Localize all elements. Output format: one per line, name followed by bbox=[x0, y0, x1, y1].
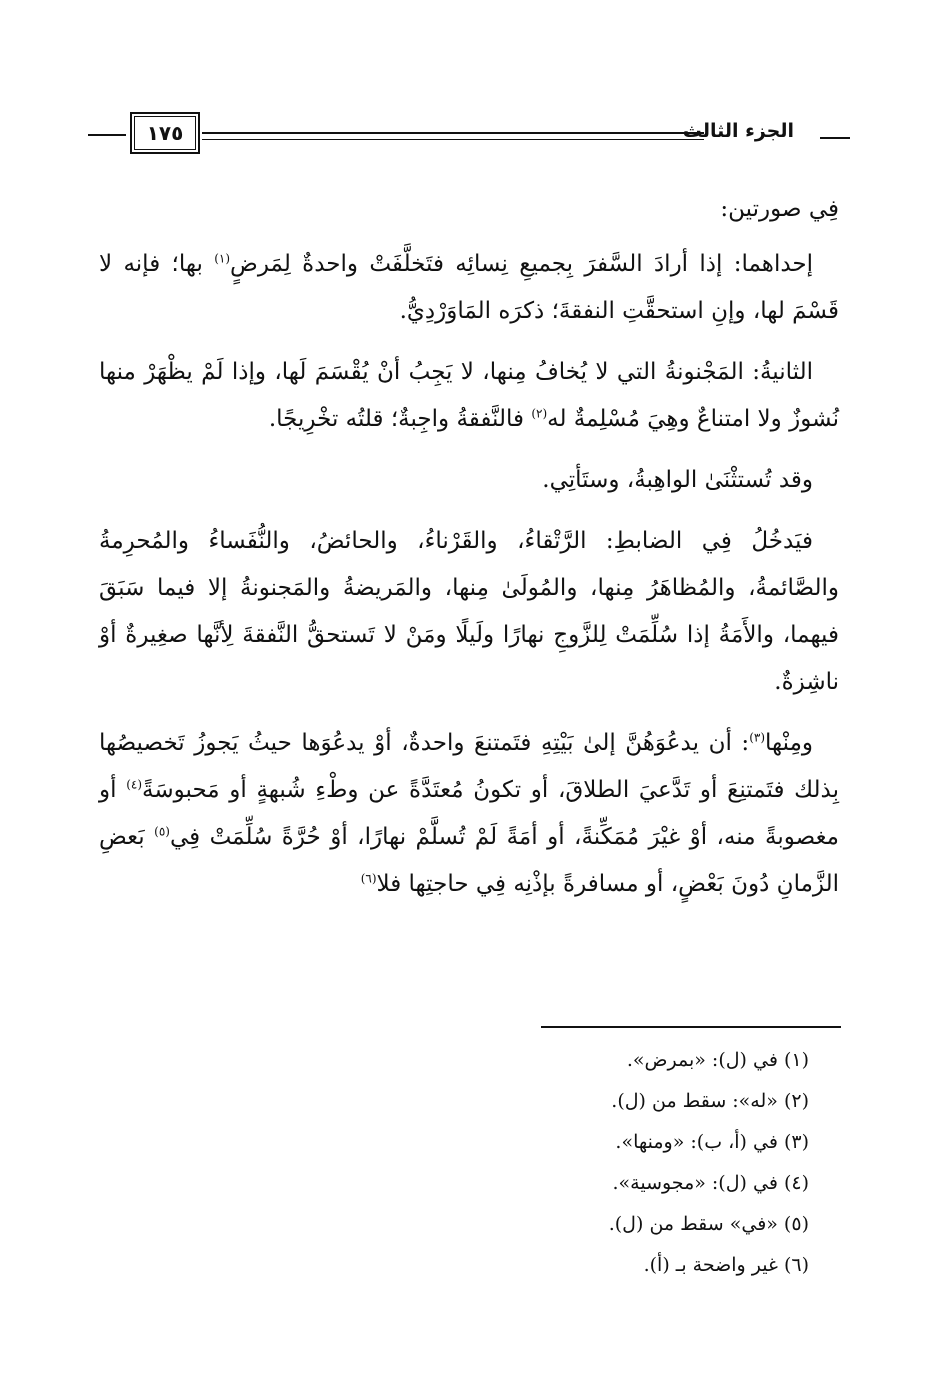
paragraph-text: بَعضِ الزَّمانِ دُونَ بَعْضٍ، أو مسافرةً بإذْنِه فِي حاجتِها فلا bbox=[99, 824, 839, 897]
page-number-frame bbox=[130, 112, 200, 154]
running-title: الجزء الثالث bbox=[682, 120, 794, 142]
paragraph-text: فالنَّفقةُ واجِبةٌ؛ قلتُه تخْرِيجًا. bbox=[268, 406, 525, 432]
paragraph-text: ومِنْها bbox=[765, 730, 813, 756]
paragraph bbox=[99, 186, 839, 233]
paragraph bbox=[99, 720, 839, 908]
footnote-ref[interactable]: (١) bbox=[214, 251, 231, 266]
paragraph-text: إحداهما: إذا أرادَ السَّفرَ بِجميعِ نِسائِه فتَخلَّفَتْ واحدةٌ لِمَرضٍ bbox=[230, 251, 814, 277]
footnote: (١) في (ل): «بمرض». bbox=[626, 1049, 809, 1071]
footnote: (٢) «له»: سقط من (ل). bbox=[611, 1090, 809, 1112]
paragraph bbox=[99, 241, 839, 335]
paragraph bbox=[99, 518, 839, 706]
paragraph bbox=[99, 457, 839, 504]
footnote-ref[interactable]: (٤) bbox=[126, 777, 143, 792]
header-rule bbox=[202, 132, 704, 134]
footnote-ref[interactable]: (٣) bbox=[749, 730, 766, 745]
page-number: ١٧٥ bbox=[134, 116, 196, 150]
main-text bbox=[99, 186, 839, 922]
footnote-separator bbox=[541, 1026, 841, 1028]
footnote: (٦) غير واضحة بـ (أ). bbox=[643, 1254, 809, 1276]
footnote-ref[interactable]: (٥) bbox=[154, 824, 170, 839]
header-dash-right bbox=[820, 137, 850, 139]
paragraph-text: فيَدخُلُ فِي الضابطِ: الرَّتْقاءُ، والقَرْناءُ، والحائضُ، والنُّفَساءُ والمُحرِمةُ والصَّائمةُ، والمُظاهَرُ مِنها، والمُولَىٰ مِنها، والمَريضةُ والمَجنونةُ إلا فيما سَبَقَ فيهما، والأَمَةُ إذا سُلِّمَتْ لِلزَّوجِ نهارًا ولَيلًا ومَنْ لا تَستحقُّ النَّفقةَ لِأنَّها صغِيرةٌ أوْ ناشِزةٌ. bbox=[99, 528, 839, 695]
footnote: (٣) في (أ، ب): «ومنها». bbox=[615, 1131, 809, 1153]
header-dash-left bbox=[88, 134, 126, 136]
footnotes bbox=[109, 1040, 809, 1286]
paragraph-text: : أن يدعُوَهُنَّ إلىٰ بَيْتِهِ فتَمتنعَ واحدةٌ، أوْ يدعُوَها حيثُ يَجوزُ تَخصيصُها بِذلك فتَمتنِعَ أو تَدَّعيَ الطلاقَ، أو تكونُ مُعتَدَّةً عن وطْءِ شُبهةٍ أو مَحبوسَةً bbox=[99, 730, 839, 803]
footnote-ref[interactable]: (٦) bbox=[360, 871, 377, 886]
paragraph-text: وقد تُستثْنَىٰ الواهِبةُ، وستَأتِي. bbox=[542, 467, 813, 493]
paragraph-text: بها؛ فإنه لا قَسْمَ لها، وإنِ استحقَّتِ النفقةَ؛ ذكرَه المَاوَرْدِيُّ. bbox=[99, 251, 839, 324]
paragraph bbox=[99, 349, 839, 443]
header-rule-thin bbox=[202, 139, 704, 140]
footnote: (٤) في (ل): «مجوسية». bbox=[612, 1172, 809, 1194]
paragraph-text: أو مغصوبةً منه، أوْ غيْرَ مُمَكِّنةً، أو أمَةً لَمْ تُسلَّمْ نهارًا، أوْ حُرَّةً سُلِّمَتْ فِي bbox=[99, 777, 839, 850]
paragraph-text: الثانيةُ: المَجْنونةُ التي لا يُخافُ مِنها، لا يَجِبُ أنْ يُقْسَمَ لَها، وإذا لَمْ يظْهَرْ منها نُشوزٌ ولا امتناعٌ وهِيَ مُسْلِمةٌ له bbox=[99, 359, 839, 432]
paragraph-text: فِي صورتين: bbox=[720, 196, 839, 222]
footnote-ref[interactable]: (٢) bbox=[531, 406, 548, 421]
page-header bbox=[88, 112, 850, 158]
footnote: (٥) «في» سقط من (ل). bbox=[608, 1213, 809, 1235]
